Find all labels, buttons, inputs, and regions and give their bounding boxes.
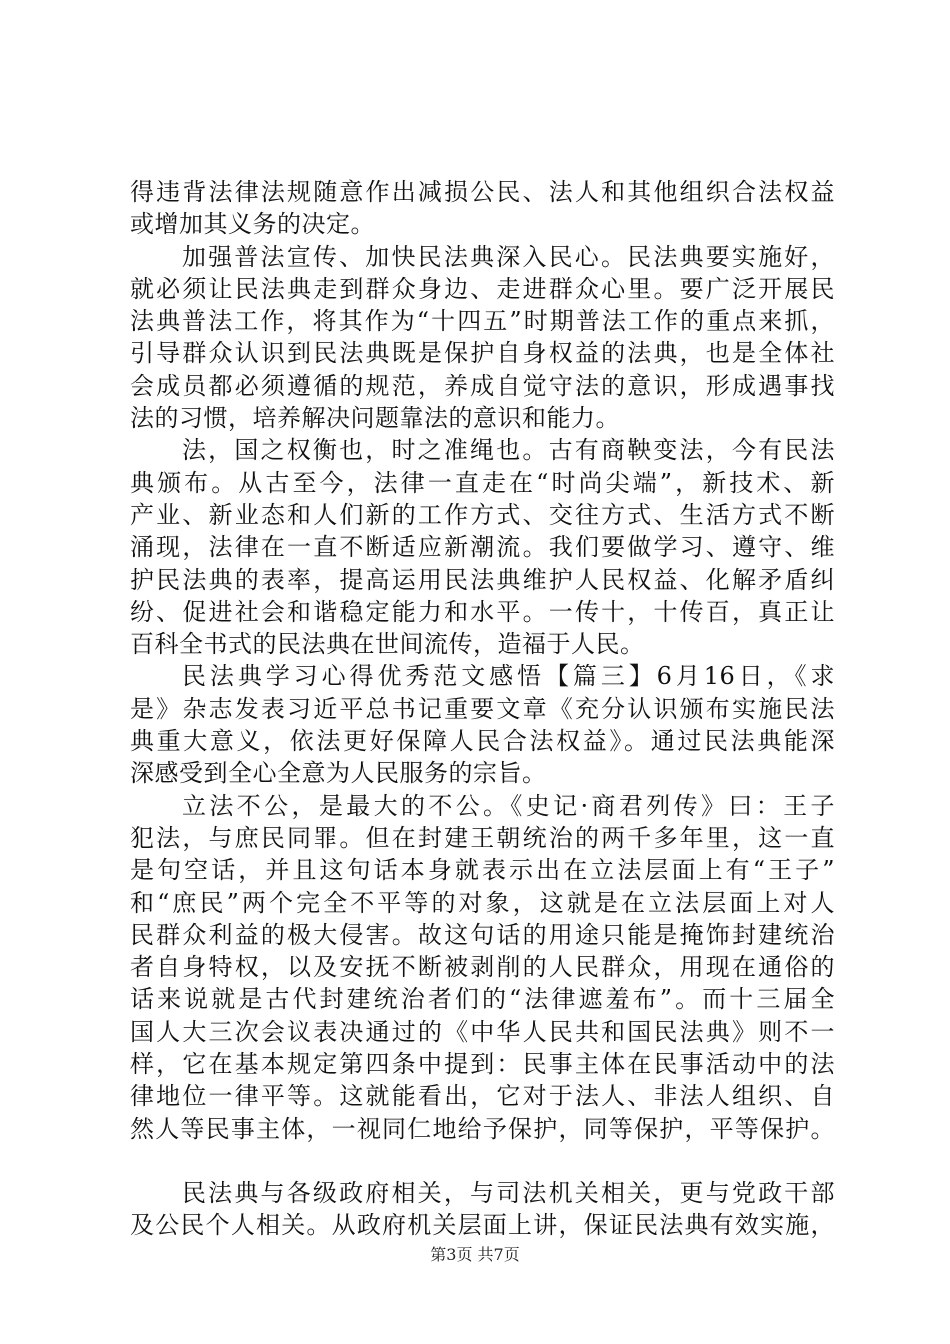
text-line: 是》杂志发表习近平总书记重要文章《充分认识颁布实施民法 [130, 694, 835, 723]
paragraph [130, 790, 835, 1145]
text-line: 百科全书式的民法典在世间流传，造福于人民。 [130, 630, 645, 659]
text-line: 得违背法律法规随意作出减损公民、法人和其他组织合法权益 [130, 178, 835, 206]
text-line: 及公民个人相关。从政府机关层面上讲，保证民法典有效实施， [130, 1211, 835, 1240]
paragraph-gap [130, 1145, 835, 1177]
text-line: 者自身特权，以及安抚不断被剥削的人民群众，用现在通俗的 [130, 953, 835, 982]
text-line: 或增加其义务的决定。 [130, 210, 375, 239]
text-line: 深感受到全心全意为人民服务的宗旨。 [130, 759, 547, 788]
paragraph [130, 434, 835, 660]
text-line: 加强普法宣传、加快民法典深入民心。民法典要实施好， [182, 242, 835, 271]
paragraph [130, 241, 835, 435]
text-line: 引导群众认识到民法典既是保护自身权益的法典，也是全体社 [130, 339, 835, 368]
text-line: 国人大三次会议表决通过的《中华人民共和国民法典》则不一 [130, 1017, 835, 1046]
text-line: 法典普法工作，将其作为“十四五”时期普法工作的重点来抓， [130, 307, 835, 336]
text-line: 然人等民事主体，一视同仁地给予保护，同等保护，平等保护。 [130, 1114, 835, 1143]
text-line: 是句空话，并且这句话本身就表示出在立法层面上有“王子” [130, 856, 835, 885]
text-line: 护民法典的表率，提高运用民法典维护人民权益、化解矛盾纠 [130, 565, 835, 594]
text-line: 立法不公，是最大的不公。《史记·商君列传》曰：王子 [182, 791, 835, 820]
text-line: 话来说就是古代封建统治者们的“法律遮羞布”。而十三届全 [130, 985, 835, 1014]
text-line: 就必须让民法典走到群众身边、走进群众心里。要广泛开展民 [130, 274, 835, 303]
paragraph [130, 660, 835, 789]
paragraph [130, 176, 835, 241]
text-line: 民群众利益的极大侵害。故这句话的用途只能是掩饰封建统治 [130, 920, 835, 949]
text-line: 民法典学习心得优秀范文感悟【篇三】6月16日，《求 [182, 662, 835, 691]
text-line: 律地位一律平等。这就能看出，它对于法人、非法人组织、自 [130, 1082, 835, 1111]
document-body [130, 176, 835, 1242]
text-line: 产业、新业态和人们新的工作方式、交往方式、生活方式不断 [130, 500, 835, 529]
text-line: 法，国之权衡也，时之准绳也。古有商鞅变法，今有民法 [182, 436, 835, 465]
text-line: 民法典与各级政府相关，与司法机关相关，更与党政干部 [182, 1178, 835, 1207]
text-line: 会成员都必须遵循的规范，养成自觉守法的意识，形成遇事找 [130, 371, 835, 400]
text-line: 和“庶民”两个完全不平等的对象，这就是在立法层面上对人 [130, 888, 835, 917]
text-line: 纷、促进社会和谐稳定能力和水平。一传十，十传百，真正让 [130, 597, 835, 626]
text-line: 涌现，法律在一直不断适应新潮流。我们要做学习、遵守、维 [130, 533, 835, 562]
text-line: 典颁布。从古至今，法律一直走在“时尚尖端”，新技术、新 [130, 468, 835, 497]
text-line: 犯法，与庶民同罪。但在封建王朝统治的两千多年里，这一直 [130, 823, 835, 852]
paragraph [130, 1177, 835, 1242]
text-line: 典重大意义，依法更好保障人民合法权益》。通过民法典能深 [130, 727, 835, 756]
text-line: 样，它在基本规定第四条中提到：民事主体在民事活动中的法 [130, 1050, 835, 1079]
text-line: 法的习惯，培养解决问题靠法的意识和能力。 [130, 404, 620, 433]
page-footer: 第3页 共7页 [430, 1245, 520, 1264]
